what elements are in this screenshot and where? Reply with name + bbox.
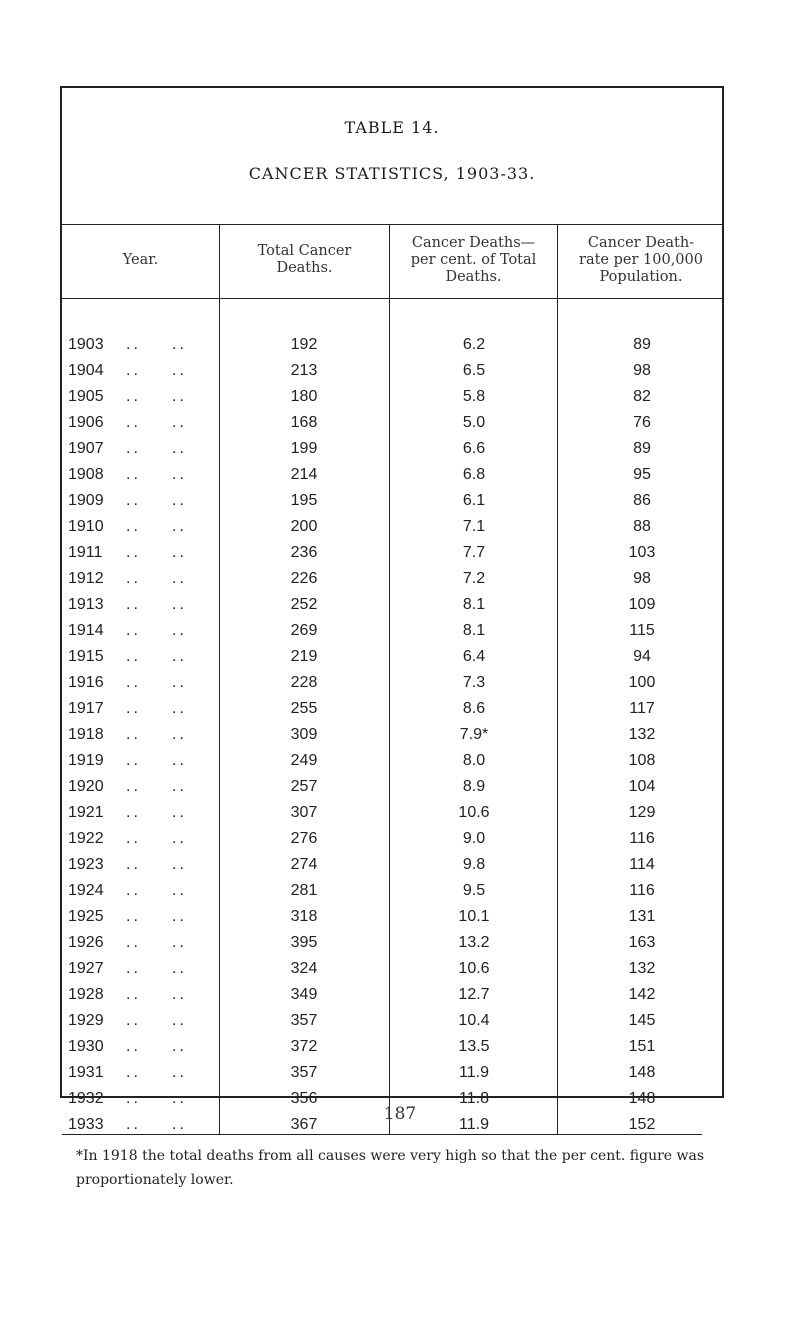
year-cell: [68, 1060, 218, 1086]
year-value: 1926: [68, 934, 104, 951]
table-row: [62, 618, 722, 644]
leader-dots: ..: [126, 596, 141, 613]
rate-cell: 103: [628, 544, 656, 561]
rate-cell: 109: [628, 596, 656, 613]
percent-cell: 6.2: [462, 336, 486, 353]
year-value: 1923: [68, 856, 104, 873]
leader-dots: ..: [172, 440, 187, 457]
total-deaths-cell: 276: [290, 830, 318, 847]
year-value: 1930: [68, 1038, 104, 1055]
rate-cell: 98: [633, 362, 651, 379]
percent-cell: 8.0: [462, 752, 486, 769]
table-row: [62, 384, 722, 410]
year-cell: [68, 358, 218, 384]
leader-dots: ..: [126, 1116, 141, 1133]
leader-dots: ..: [126, 648, 141, 665]
total-deaths-cell: 192: [290, 336, 318, 353]
total-deaths-cell: 395: [290, 934, 318, 951]
leader-dots: ..: [172, 1064, 187, 1081]
table-row: [62, 930, 722, 956]
table-row: [62, 748, 722, 774]
total-deaths-cell: 307: [290, 804, 318, 821]
percent-cell: 6.4: [462, 648, 486, 665]
year-cell: [68, 878, 218, 904]
percent-cell: 9.5: [462, 882, 486, 899]
year-value: 1916: [68, 674, 104, 691]
leader-dots: ..: [126, 622, 141, 639]
percent-cell: 7.9*: [459, 726, 489, 743]
year-value: 1932: [68, 1090, 104, 1107]
year-value: 1921: [68, 804, 104, 821]
year-value: 1922: [68, 830, 104, 847]
year-value: 1929: [68, 1012, 104, 1029]
year-cell: [68, 982, 218, 1008]
leader-dots: ..: [172, 648, 187, 665]
total-deaths-cell: 213: [290, 362, 318, 379]
year-cell: [68, 696, 218, 722]
year-value: 1920: [68, 778, 104, 795]
year-cell: [68, 384, 218, 410]
leader-dots: ..: [126, 882, 141, 899]
year-cell: [68, 956, 218, 982]
leader-dots: ..: [172, 362, 187, 379]
table-row: [62, 592, 722, 618]
percent-cell: 11.9: [459, 1116, 489, 1133]
year-cell: [68, 566, 218, 592]
leader-dots: ..: [126, 492, 141, 509]
year-value: 1919: [68, 752, 104, 769]
percent-cell: 6.8: [462, 466, 486, 483]
table-row: [62, 852, 722, 878]
rate-cell: 148: [628, 1090, 656, 1107]
rate-cell: 131: [628, 908, 656, 925]
leader-dots: ..: [172, 882, 187, 899]
percent-cell: 13.5: [458, 1038, 490, 1055]
table-body: [62, 332, 722, 1138]
table-row: [62, 696, 722, 722]
percent-cell: 5.0: [462, 414, 486, 431]
leader-dots: ..: [126, 466, 141, 483]
total-deaths-cell: 281: [290, 882, 318, 899]
leader-dots: ..: [126, 1090, 141, 1107]
leader-dots: ..: [172, 856, 187, 873]
total-deaths-cell: 214: [290, 466, 318, 483]
year-cell: [68, 644, 218, 670]
leader-dots: ..: [172, 908, 187, 925]
leader-dots: ..: [172, 986, 187, 1003]
percent-cell: 12.7: [458, 986, 490, 1003]
year-cell: [68, 670, 218, 696]
total-deaths-cell: 367: [290, 1116, 318, 1133]
percent-cell: 8.6: [462, 700, 486, 717]
year-value: 1904: [68, 362, 104, 379]
leader-dots: ..: [126, 830, 141, 847]
leader-dots: ..: [126, 856, 141, 873]
table-row: [62, 982, 722, 1008]
year-cell: [68, 748, 218, 774]
table-row: [62, 1008, 722, 1034]
header-bottom-rule: [62, 298, 722, 299]
leader-dots: ..: [172, 674, 187, 691]
table-row: [62, 826, 722, 852]
percent-cell: 10.1: [458, 908, 490, 925]
year-value: 1914: [68, 622, 104, 639]
year-value: 1928: [68, 986, 104, 1003]
percent-cell: 6.5: [462, 362, 486, 379]
year-cell: [68, 540, 218, 566]
table-title: TABLE 14.: [344, 118, 440, 137]
table-row: [62, 332, 722, 358]
total-deaths-cell: 199: [290, 440, 318, 457]
leader-dots: ..: [172, 752, 187, 769]
percent-cell: 9.0: [462, 830, 486, 847]
table-row: [62, 1034, 722, 1060]
year-cell: [68, 410, 218, 436]
year-cell: [68, 332, 218, 358]
percent-cell: 9.8: [462, 856, 486, 873]
total-deaths-cell: 168: [290, 414, 318, 431]
total-deaths-cell: 252: [290, 596, 318, 613]
leader-dots: ..: [126, 544, 141, 561]
leader-dots: ..: [126, 388, 141, 405]
column-header-total-deaths: Total Cancer Deaths.: [257, 243, 352, 276]
year-cell: [68, 722, 218, 748]
year-value: 1933: [68, 1116, 104, 1133]
leader-dots: ..: [172, 1012, 187, 1029]
year-cell: [68, 1008, 218, 1034]
total-deaths-cell: 195: [290, 492, 318, 509]
leader-dots: ..: [172, 1116, 187, 1133]
table-row: [62, 410, 722, 436]
total-deaths-cell: 349: [290, 986, 318, 1003]
year-value: 1931: [68, 1064, 104, 1081]
leader-dots: ..: [172, 388, 187, 405]
rate-cell: 163: [628, 934, 656, 951]
leader-dots: ..: [172, 778, 187, 795]
leader-dots: ..: [172, 570, 187, 587]
total-deaths-cell: 236: [290, 544, 318, 561]
leader-dots: ..: [126, 1038, 141, 1055]
percent-cell: 11.9: [459, 1064, 489, 1081]
leader-dots: ..: [172, 622, 187, 639]
rate-cell: 117: [629, 700, 655, 717]
leader-dots: ..: [126, 700, 141, 717]
total-deaths-cell: 269: [290, 622, 318, 639]
table-row: [62, 358, 722, 384]
rate-cell: 114: [629, 856, 655, 873]
total-deaths-cell: 200: [290, 518, 318, 535]
rate-cell: 116: [629, 830, 655, 847]
percent-cell: 7.2: [462, 570, 486, 587]
year-cell: [68, 618, 218, 644]
leader-dots: ..: [172, 1090, 187, 1107]
percent-cell: 8.9: [462, 778, 486, 795]
year-value: 1925: [68, 908, 104, 925]
table-subtitle: CANCER STATISTICS, 1903-33.: [248, 164, 536, 183]
year-value: 1903: [68, 336, 104, 353]
year-value: 1911: [68, 544, 103, 561]
year-value: 1915: [68, 648, 104, 665]
total-deaths-cell: 249: [290, 752, 318, 769]
year-value: 1927: [68, 960, 104, 977]
leader-dots: ..: [126, 1064, 141, 1081]
percent-cell: 7.3: [462, 674, 486, 691]
leader-dots: ..: [126, 414, 141, 431]
percent-cell: 10.6: [458, 804, 490, 821]
column-header-rate: Cancer Death- rate per 100,000 Population.: [579, 234, 703, 285]
table-row: [62, 540, 722, 566]
column-header-percent: Cancer Deaths— per cent. of Total Deaths.: [410, 234, 537, 285]
leader-dots: ..: [126, 752, 141, 769]
year-cell: [68, 904, 218, 930]
rate-cell: 151: [628, 1038, 656, 1055]
rate-cell: 82: [633, 388, 651, 405]
table-row: [62, 462, 722, 488]
year-cell: [68, 826, 218, 852]
leader-dots: ..: [172, 804, 187, 821]
table-row: [62, 436, 722, 462]
rate-cell: 76: [633, 414, 651, 431]
rate-cell: 94: [633, 648, 651, 665]
percent-cell: 7.1: [462, 518, 486, 535]
total-deaths-cell: 309: [290, 726, 318, 743]
leader-dots: ..: [172, 466, 187, 483]
leader-dots: ..: [172, 492, 187, 509]
leader-dots: ..: [172, 700, 187, 717]
rate-cell: 88: [633, 518, 651, 535]
rate-cell: 132: [628, 726, 656, 743]
total-deaths-cell: 257: [290, 778, 318, 795]
leader-dots: ..: [172, 518, 187, 535]
rate-cell: 129: [628, 804, 656, 821]
year-value: 1907: [68, 440, 104, 457]
year-cell: [68, 852, 218, 878]
percent-cell: 13.2: [458, 934, 490, 951]
year-cell: [68, 462, 218, 488]
percent-cell: 8.1: [462, 596, 486, 613]
year-value: 1909: [68, 492, 104, 509]
year-value: 1913: [68, 596, 104, 613]
leader-dots: ..: [172, 830, 187, 847]
leader-dots: ..: [172, 960, 187, 977]
rate-cell: 132: [628, 960, 656, 977]
leader-dots: ..: [126, 362, 141, 379]
percent-cell: 11.8: [459, 1090, 489, 1107]
leader-dots: ..: [126, 674, 141, 691]
leader-dots: ..: [126, 440, 141, 457]
table-row: [62, 904, 722, 930]
leader-dots: ..: [126, 960, 141, 977]
leader-dots: ..: [172, 726, 187, 743]
table-row: [62, 1060, 722, 1086]
total-deaths-cell: 228: [290, 674, 318, 691]
leader-dots: ..: [172, 596, 187, 613]
table-row: [62, 774, 722, 800]
table-row: [62, 956, 722, 982]
year-cell: [68, 800, 218, 826]
total-deaths-cell: 219: [290, 648, 318, 665]
percent-cell: 6.6: [462, 440, 486, 457]
total-deaths-cell: 226: [290, 570, 318, 587]
table-row: [62, 878, 722, 904]
percent-cell: 10.6: [458, 960, 490, 977]
year-value: 1905: [68, 388, 104, 405]
total-deaths-cell: 324: [290, 960, 318, 977]
year-value: 1912: [68, 570, 104, 587]
rate-cell: 152: [628, 1116, 656, 1133]
total-deaths-cell: 318: [290, 908, 318, 925]
table-row: [62, 566, 722, 592]
leader-dots: ..: [172, 336, 187, 353]
year-cell: [68, 514, 218, 540]
total-deaths-cell: 180: [290, 388, 318, 405]
rate-cell: 116: [629, 882, 655, 899]
year-value: 1917: [68, 700, 104, 717]
table-row: [62, 670, 722, 696]
rate-cell: 89: [633, 440, 651, 457]
table-row: [62, 722, 722, 748]
year-cell: [68, 592, 218, 618]
rate-cell: 115: [629, 622, 655, 639]
leader-dots: ..: [126, 804, 141, 821]
rate-cell: 100: [628, 674, 656, 691]
leader-dots: ..: [126, 1012, 141, 1029]
percent-cell: 5.8: [462, 388, 486, 405]
year-value: 1906: [68, 414, 104, 431]
year-cell: [68, 1034, 218, 1060]
leader-dots: ..: [126, 518, 141, 535]
table-row: [62, 514, 722, 540]
table-row: [62, 488, 722, 514]
rate-cell: 95: [633, 466, 651, 483]
leader-dots: ..: [126, 570, 141, 587]
total-deaths-cell: 274: [290, 856, 318, 873]
year-value: 1908: [68, 466, 104, 483]
year-value: 1910: [68, 518, 104, 535]
percent-cell: 8.1: [462, 622, 486, 639]
total-deaths-cell: 357: [290, 1064, 318, 1081]
total-deaths-cell: 357: [290, 1012, 318, 1029]
total-deaths-cell: 356: [290, 1090, 318, 1107]
rate-cell: 86: [633, 492, 651, 509]
leader-dots: ..: [126, 986, 141, 1003]
rate-cell: 142: [628, 986, 656, 1003]
percent-cell: 6.1: [462, 492, 486, 509]
table-row: [62, 644, 722, 670]
leader-dots: ..: [126, 934, 141, 951]
leader-dots: ..: [172, 414, 187, 431]
year-cell: [68, 930, 218, 956]
column-header-year: Year.: [122, 251, 159, 268]
leader-dots: ..: [172, 1038, 187, 1055]
rate-cell: 89: [633, 336, 651, 353]
leader-dots: ..: [126, 726, 141, 743]
rate-cell: 145: [628, 1012, 656, 1029]
year-cell: [68, 774, 218, 800]
total-deaths-cell: 372: [290, 1038, 318, 1055]
year-value: 1918: [68, 726, 104, 743]
total-deaths-cell: 255: [290, 700, 318, 717]
leader-dots: ..: [126, 336, 141, 353]
rate-cell: 104: [628, 778, 656, 795]
rate-cell: 98: [633, 570, 651, 587]
percent-cell: 7.7: [462, 544, 486, 561]
percent-cell: 10.4: [458, 1012, 490, 1029]
rate-cell: 108: [628, 752, 656, 769]
year-value: 1924: [68, 882, 104, 899]
footnote: *In 1918 the total deaths from all causes were very high so that the per cent. figure was proportionately lower.: [76, 1148, 705, 1188]
leader-dots: ..: [126, 778, 141, 795]
year-cell: [68, 436, 218, 462]
leader-dots: ..: [126, 908, 141, 925]
leader-dots: ..: [172, 544, 187, 561]
leader-dots: ..: [172, 934, 187, 951]
rate-cell: 148: [628, 1064, 656, 1081]
table-row: [62, 800, 722, 826]
year-cell: [68, 488, 218, 514]
page-number: 187: [383, 1104, 417, 1124]
